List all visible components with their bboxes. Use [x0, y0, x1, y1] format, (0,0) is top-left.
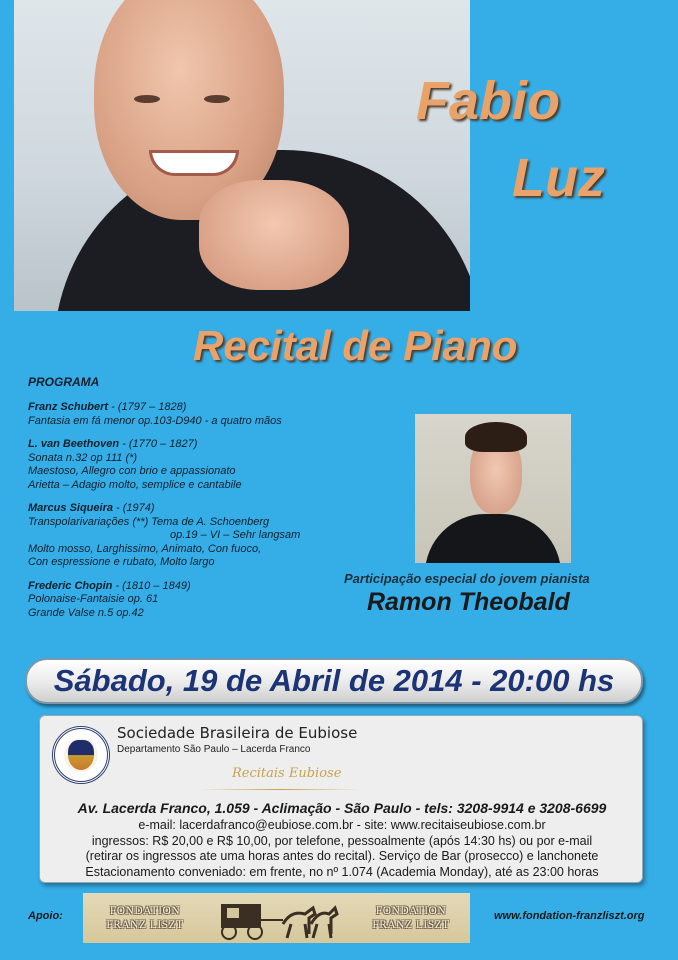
piece-line: Grande Valse n.5 op.42: [28, 606, 144, 619]
logo-divider: [200, 789, 360, 790]
program-heading: PROGRAMA: [28, 375, 100, 389]
piece-line: Polonaise-Fantaisie op. 61: [28, 593, 159, 605]
pianist-portrait-photo: [14, 0, 470, 311]
program-item: [28, 438, 368, 492]
details-line: e-mail: lacerdafranco@eubiose.com.br - site: www.recitaiseubiose.com.br: [138, 818, 546, 832]
support-label: Apoio:: [28, 910, 63, 922]
piece-line: Transpolarivariações (**) Tema de A. Schoenberg: [28, 515, 270, 528]
composer-dates: - (1810 – 1849): [112, 579, 191, 592]
organization-department: Departamento São Paulo – Lacerda Franco: [117, 744, 311, 755]
event-date-time: Sábado, 19 de Abril de 2014 - 20:00 hs: [53, 663, 615, 698]
sponsor-banner: [83, 893, 470, 943]
details-line: Estacionamento conveniado: em frente, no nº 1.074 (Academia Monday), até as 23:00 horas: [85, 864, 599, 879]
program-list: [28, 375, 368, 630]
event-title: Recital de Piano: [193, 322, 518, 369]
fondation-liszt-logo: FONDATION FRANZ LISZT: [372, 905, 450, 931]
program-item: [28, 502, 368, 570]
fondation-liszt-logo: FONDATION FRANZ LISZT: [106, 905, 184, 931]
recitais-eubiose-logo: Recitais Eubiose: [232, 766, 342, 781]
details-line: (retirar os ingressos ate uma horas antes do recital). Serviço de Bar (prosecco) e lanchonete: [85, 849, 599, 863]
composer-name: Marcus Siqueira: [28, 502, 113, 514]
guest-pianist-photo: [415, 414, 571, 563]
venue-info-box: [39, 715, 643, 883]
organization-name: Sociedade Brasileira de Eubiose: [117, 724, 358, 742]
performer-last-name: Luz: [512, 148, 605, 208]
piece-line: Fantasia em fá menor op.103-D940 - a quatro mãos: [28, 414, 282, 427]
piece-line: Maestoso, Allegro con brio e appassionato: [28, 465, 236, 477]
venue-details: [44, 818, 640, 880]
composer-dates: - (1770 – 1827): [119, 438, 198, 450]
guest-caption: Participação especial do jovem pianista: [344, 571, 590, 586]
program-item: [28, 401, 368, 428]
guest-name: Ramon Theobald: [367, 588, 570, 616]
eubiose-seal-logo: [52, 726, 110, 784]
performer-first-name: Fabio: [416, 71, 560, 131]
composer-name: Franz Schubert: [28, 401, 109, 413]
piece-line: Sonata n.32 op 111 (*): [28, 451, 138, 464]
piece-line: Arietta – Adagio molto, semplice e cantabile: [28, 478, 242, 491]
composer-dates: - (1797 – 1828): [108, 401, 187, 413]
sponsor-website-link[interactable]: www.fondation-franzliszt.org: [494, 910, 645, 922]
venue-address: Av. Lacerda Franco, 1.059 - Aclimação - São Paulo - tels: 3208-9914 e 3208-6699: [77, 800, 607, 816]
composer-dates: - (1974): [112, 502, 155, 514]
piece-line: Con espressione e rubato, Molto largo: [28, 556, 215, 568]
composer-name: L. van Beethoven: [28, 438, 120, 450]
composer-name: Frederic Chopin: [28, 579, 113, 592]
piece-line: Molto mosso, Larghissimo, Animato, Con fuoco,: [28, 542, 262, 555]
horse-carriage-illustration: [213, 896, 341, 940]
program-item: [28, 580, 368, 621]
details-line: ingressos: R$ 20,00 e R$ 10,00, por telefone, pessoalmente (após 14:30 hs) ou por e-mail: [91, 833, 593, 848]
date-banner: [25, 658, 643, 704]
piece-line: op.19 – VI – Sehr langsam: [170, 529, 301, 541]
